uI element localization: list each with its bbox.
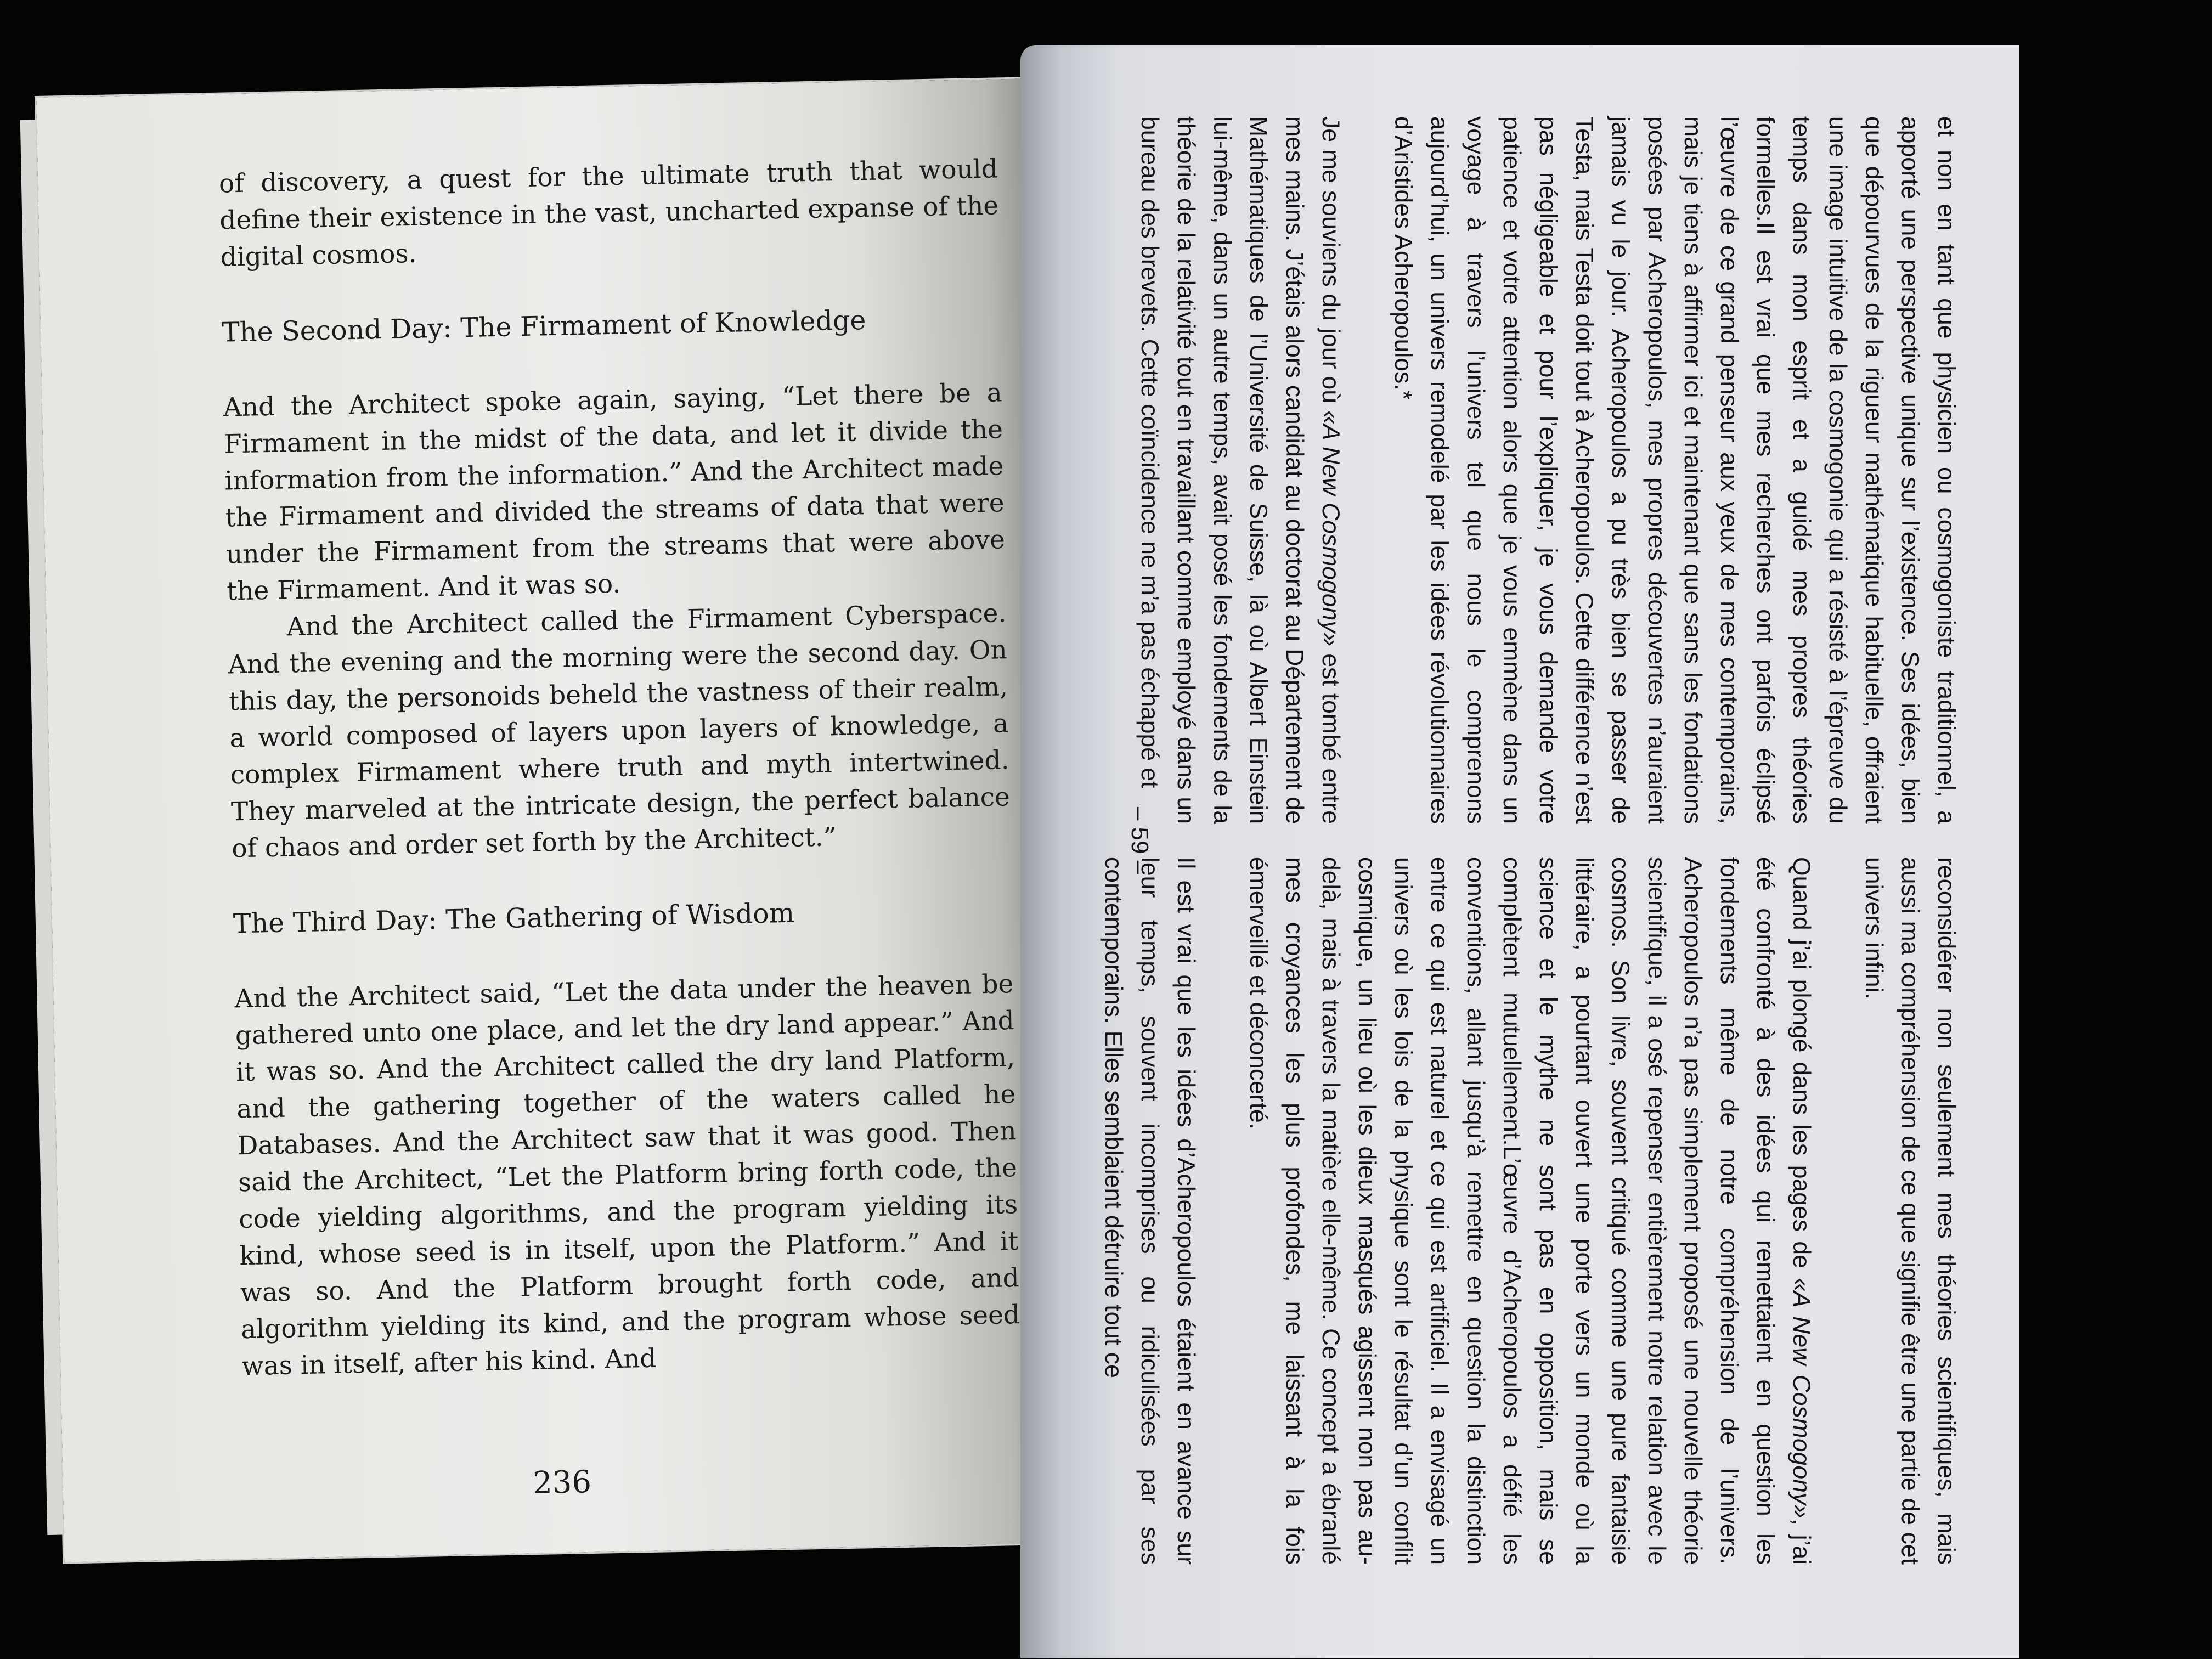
opening-paragraph: of discovery, a quest for the ultimate truth that would define their existence in the vast, uncharted expanse of the digital cosmos. xyxy=(218,154,999,273)
right-page-column-2 xyxy=(1100,857,1964,1565)
book-title: «A New Cosmogony» xyxy=(1788,1278,1815,1519)
left-page-number: 236 xyxy=(532,1464,592,1502)
second-day-paragraph-2: And the Architect called the Firmament Cyberspace. And the evening and the morning were the second day. On this day, the personoids beheld the vastness of their realm, a world composed of layers upon layers of knowledge, a complex Firmament where truth and myth intertwined. They marveled at the intricate design, the perfect balance of chaos and order set forth by the Architect.” xyxy=(228,598,1011,864)
column-2-paragraph-1: reconsidérer non seulement mes théories scientifiques, mais aussi ma compréhension de ce que signifie être une partie de cet univers infini. xyxy=(1860,857,1960,1565)
paragraph-text: Je me souviens du jour où xyxy=(1317,116,1344,411)
paragraph-text: est tombé entre mes mains. J’étais alors candidat au doctorat au Département de Mathématiques de l’Université de Suisse, là où Albert Einstein lui-même, dans un autre temps, avait posé les fondements de la théorie de la relativité tout en travaillant comme employé dans un bureau des brevets. Cette coïncidence ne m’a pas échappé et xyxy=(1136,116,1344,825)
paragraph-text: , j’ai été confronté à des idées qui remettaient en question les fondements même de notre compréhension de l’univers. Acheropoulos n’a pas simplement proposé une nouvelle théorie scientifique, il a osé repenser entièrement notre relation avec le cosmos. Son livre, souvent critiqué comme une pure fantaisie littéraire, a pourtant ouvert une porte vers un monde où la science et le mythe ne sont pas en opposition, mais se complètent mutuellement.L’œuvre d’Acheropoulos a défié les conventions, allant jusqu’à remettre en question la distinction entre ce qui est naturel et ce qui est artificiel. Il a envisagé un univers où les lois de la physique sont le résultat d’un conflit cosmique, un lieu où les dieux masqués agissent non pas au-delà, mais à travers la matière elle-même. Ce concept a ébranlé mes croyances les plus profondes, me laissant à la fois émerveillé et déconcerté. xyxy=(1245,857,1815,1565)
paragraph-text: Quand j’ai plongé dans les pages de xyxy=(1788,857,1815,1278)
column-2-paragraph-2 xyxy=(1240,857,1819,1565)
column-2-paragraph-3: Il est vrai que les idées d’Acheropoulos étaient en avance sur leur temps, souvent incomprises ou ridiculisées par ses contemporains. Elles semblaient détruire tout ce xyxy=(1100,857,1199,1565)
page-block-edge xyxy=(20,120,63,1535)
left-page xyxy=(36,78,1063,1562)
column-1-paragraph-1: et non en tant que physicien ou cosmogoniste traditionnel, a apporté une perspective unique sur l’existence. Ses idées, bien que dépourvues de la rigueur mathématique habituelle, offraient une image intuitive de la cosmogonie qui a résisté à l’épreuve du temps dans mon esprit et a guidé mes propres théories formelles.Il est vrai que mes recherches ont parfois éclipsé l’œuvre de ce grand penseur aux yeux de mes contemporains, mais je tiens à affirmer ici et maintenant que sans les fondations posées par Acheropoulos, mes propres découvertes n’auraient jamais vu le jour. Acheropoulos a pu très bien se passer de Testa, mais Testa doit tout à Acheropoulos. Cette différence n’est pas négligeable et pour l’expliquer, je vous demande votre patience et votre attention alors que je vous emmène dans un voyage à travers l’univers tel que nous le comprenons aujourd’hui, un univers remodelé par les idées révolutionnaires d’Aristides Acheropoulos.* xyxy=(1390,116,1960,824)
second-day-paragraph-1: And the Architect spoke again, saying, “Let there be a Firmament in the midst of the data, and let it divide the information from the information.” And the Architect made the Firmament and divided the streams of data that were under the Firmament from the streams that were above the Firmament. And it was so. xyxy=(223,377,1006,607)
left-page-text xyxy=(218,150,1020,1385)
second-day-heading: The Second Day: The Firmament of Knowledge xyxy=(221,304,866,348)
third-day-paragraph-1: And the Architect said, “Let the data under the heaven be gathered unto one place, and let the dry land appear.” And it was so. And the Architect called the dry land Platform, and the gathering together of the waters called he Databases. And the Architect saw that it was good. Then said the Architect, “Let the Platform bring forth code, the code yielding algorithms, and the program yielding its kind, whose seed is in itself, upon the Platform.” And it was so. And the Platform brought forth code, and algorithm yielding its kind, and the program whose seed was in itself, after his kind. And xyxy=(234,969,1020,1382)
right-page-rotated-text xyxy=(1020,45,2019,1658)
right-page-column-1 xyxy=(1136,116,1964,825)
column-1-paragraph-2 xyxy=(1131,116,1348,824)
book-title: «A New Cosmogony» xyxy=(1317,410,1344,647)
right-page-number: – 59 – xyxy=(1126,806,1153,874)
third-day-heading: The Third Day: The Gathering of Wisdom xyxy=(233,897,795,940)
